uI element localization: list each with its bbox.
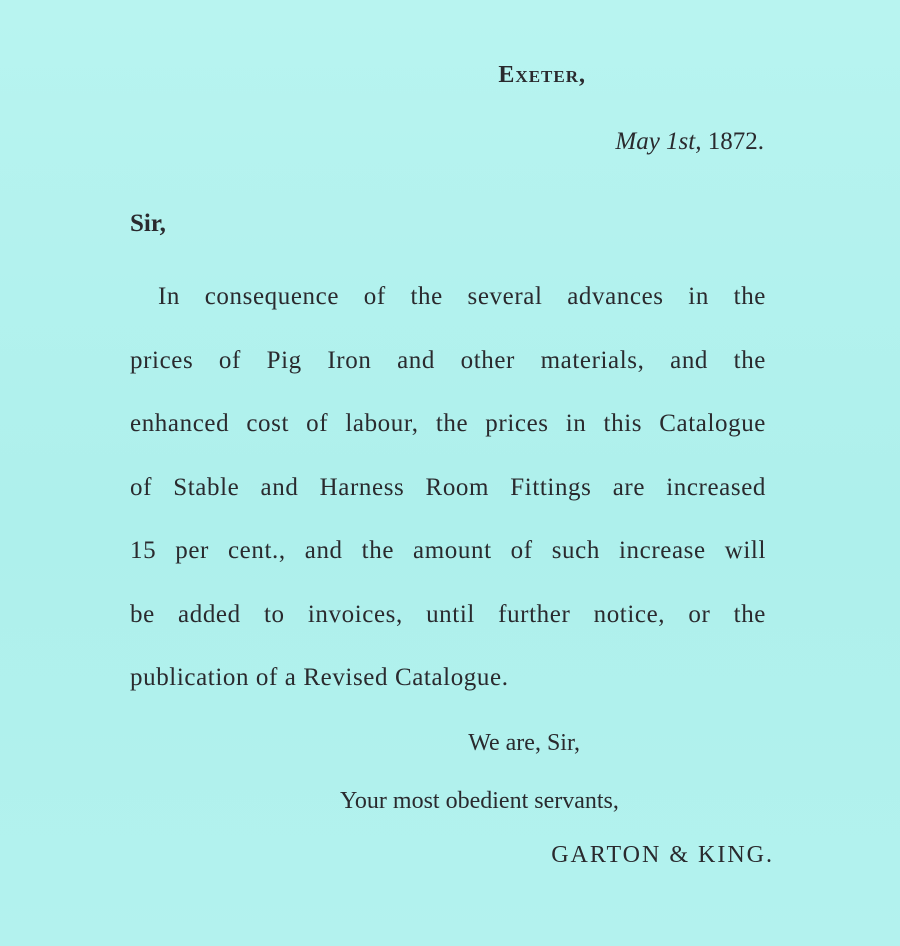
letter-date-month-day: May 1st, <box>615 128 702 155</box>
letter-valediction: Your most obedient servants, <box>340 788 619 814</box>
body-line: In consequence of the several advances in the <box>158 283 766 310</box>
body-line: prices of Pig Iron and other materials, and the <box>130 346 766 374</box>
letter-signature: GARTON & KING. <box>551 842 774 868</box>
body-line: of Stable and Harness Room Fittings are increased <box>130 473 766 501</box>
letter-salutation: Sir, <box>130 210 166 237</box>
body-line: publication of a Revised Catalogue. <box>130 664 509 691</box>
body-line: enhanced cost of labour, the prices in this Catalogue <box>130 410 766 437</box>
body-line: 15 per cent., and the amount of such increase will <box>130 537 766 564</box>
letter-closing: We are, Sir, <box>468 730 580 756</box>
body-line: be added to invoices, until further notice, or the <box>130 600 766 628</box>
letter-date <box>0 128 764 156</box>
letter-place: Exeter, <box>498 62 586 88</box>
letter-date-year: 1872. <box>707 128 764 155</box>
letter-body <box>130 265 766 710</box>
